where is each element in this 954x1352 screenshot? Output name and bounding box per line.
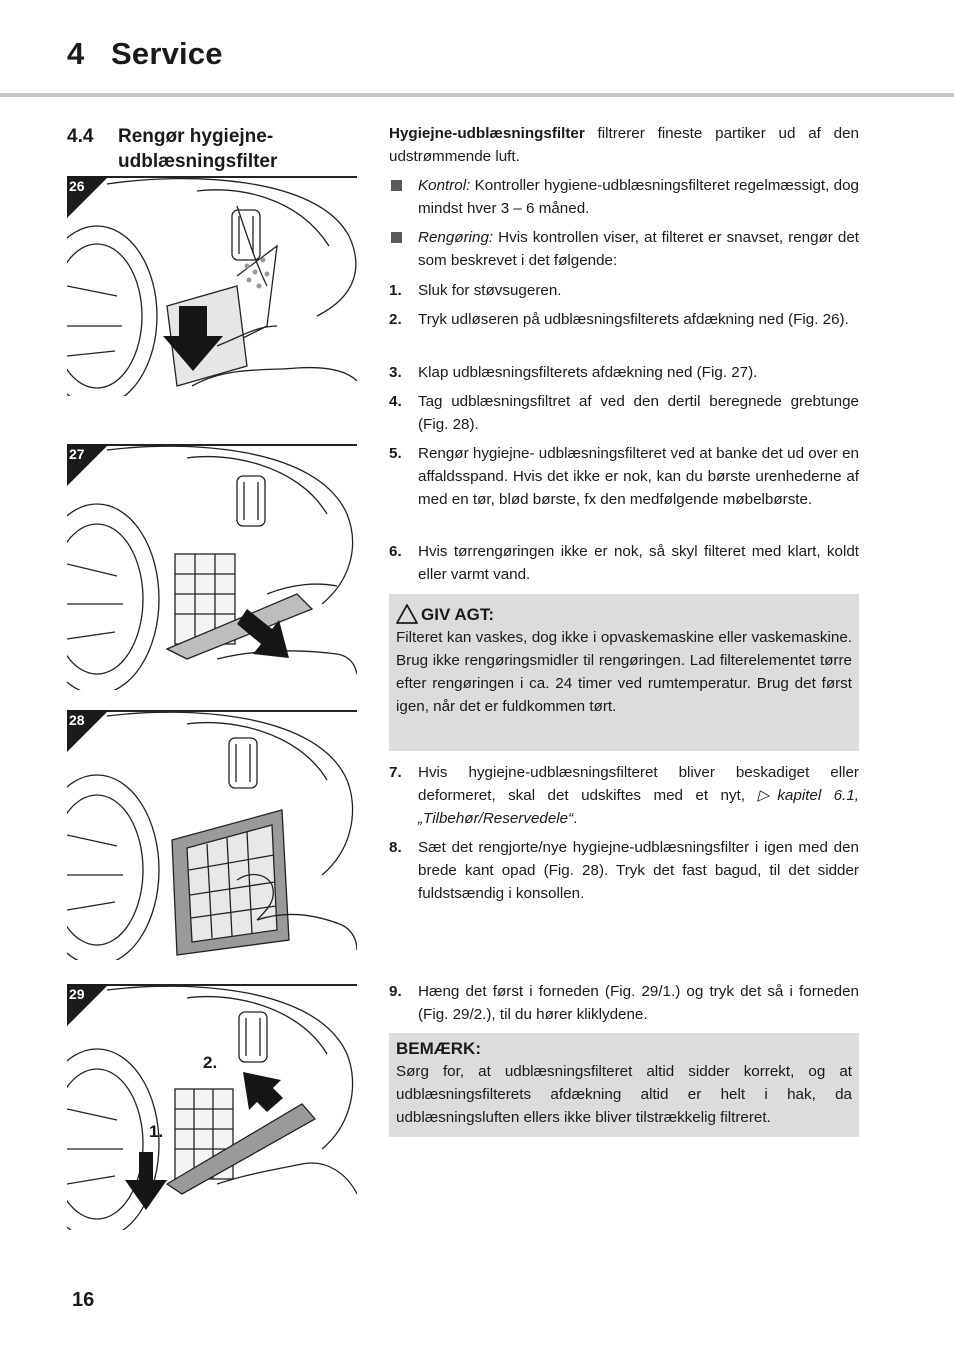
warning-heading-row xyxy=(396,604,852,626)
step-text: Hvis hygiejne-udblæsningsfilteret bliver beskadiget eller deformeret, skal det udskiftes med et nyt, xyxy=(418,764,859,804)
section-title: Rengør hygiejne-udblæsningsfilter xyxy=(118,126,278,172)
figure-27 xyxy=(67,444,357,690)
step-8 xyxy=(389,836,859,905)
figure-28 xyxy=(67,710,357,960)
figure-26-illustration xyxy=(67,176,357,396)
chapter-title xyxy=(67,36,223,72)
step-text-end: . xyxy=(573,810,578,827)
page-number: 16 xyxy=(72,1289,95,1311)
intro-paragraph xyxy=(389,122,859,168)
step-2 xyxy=(389,308,859,331)
step-number: 3. xyxy=(389,364,402,381)
warning-triangle-icon xyxy=(396,604,418,624)
step-number: 8. xyxy=(389,839,402,856)
section-number: 4.4 xyxy=(67,126,94,147)
note-text: Sørg for, at udblæsningsfilteret altid sidder korrekt, og at udblæsningsfilterets afdækning altid er helt i hak, da udblæsningsluften ellers ikke bliver tilstrækkelig filtreret. xyxy=(396,1063,852,1126)
step-1 xyxy=(389,279,859,302)
step-6 xyxy=(389,540,859,586)
step-7 xyxy=(389,761,859,830)
step-number: 5. xyxy=(389,445,402,462)
intro-bold: Hygiejne-udblæsningsfilter xyxy=(389,125,585,142)
bullet-text: Kontroller hygiene-udblæsningsfilteret regelmæssigt, dog mindst hver 3 – 6 måned. xyxy=(418,177,859,217)
step-text: Sluk for støvsugeren. xyxy=(418,282,562,299)
figure-number: 28 xyxy=(69,712,85,728)
figure-tag xyxy=(67,444,107,484)
step-number: 2. xyxy=(389,311,402,328)
step-text: Hvis tørrengøringen ikke er nok, så skyl filteret med klart, koldt eller varmt vand. xyxy=(418,543,859,583)
bullet-term: Kontrol: xyxy=(418,177,471,194)
step-number: 6. xyxy=(389,543,402,560)
chapter-reference: ▷kapitel 6.1, „Tilbehør/Reservedele“ xyxy=(418,787,859,827)
note-heading: BEMÆRK: xyxy=(396,1039,481,1058)
step-number: 4. xyxy=(389,393,402,410)
bullet-text: Hvis kontrollen viser, at filteret er snavset, rengør det som beskrevet i det følgende: xyxy=(418,229,859,269)
step-9 xyxy=(389,980,859,1026)
warning-text: Filteret kan vaskes, dog ikke i opvaskemaskine eller vaskemaskine. Brug ikke rengøringsmidler til rengøringen. Lad filterelementet tørre efter rengøringen i ca. 24 timer ved rumtemperatur. Brug det først igen, når det er fuldkommen tørt. xyxy=(396,629,852,715)
bullet-square xyxy=(391,180,402,191)
step-number: 9. xyxy=(389,983,402,1000)
step-text: Sæt det rengjorte/nye hygiejne-udblæsningsfilter i igen med den brede kant opad (Fig. 28). Tryk det fast bagud, til det sidder fuldstsændig i konsollen. xyxy=(418,839,859,902)
step-text: Tryk udløseren på udblæsningsfilterets afdækning ned (Fig. 26). xyxy=(418,311,849,328)
step-number: 7. xyxy=(389,764,402,781)
step-4 xyxy=(389,390,859,436)
figure-tag xyxy=(67,176,107,216)
callout-2: 2. xyxy=(203,1053,218,1072)
callout-1: 1. xyxy=(149,1122,164,1141)
figure-28-illustration xyxy=(67,710,357,960)
bullet-term: Rengøring: xyxy=(418,229,494,246)
figure-27-illustration xyxy=(67,444,357,690)
header-rule xyxy=(0,93,954,97)
step-text: Klap udblæsningsfilterets afdækning ned (Fig. 27). xyxy=(418,364,758,381)
warning-heading: GIV AGT: xyxy=(421,605,495,624)
figure-29-illustration xyxy=(67,984,357,1230)
step-3 xyxy=(389,361,859,384)
bullet-square xyxy=(391,232,402,243)
figure-number: 27 xyxy=(69,446,85,462)
step-text: Tag udblæsningsfiltret af ved den dertil beregnede grebtunge (Fig. 28). xyxy=(418,393,859,433)
figure-number: 26 xyxy=(69,178,85,194)
step-text: Hæng det først i forneden (Fig. 29/1.) og tryk det så i forneden (Fig. 29/2.), til du hører kliklydene. xyxy=(418,983,859,1023)
figure-tag xyxy=(67,710,107,750)
bullet-control xyxy=(389,174,859,220)
intro-rest: filtrerer fineste partiker ud af den udstrømmende luft. xyxy=(389,125,859,165)
figure-29 xyxy=(67,984,357,1230)
figure-26 xyxy=(67,176,357,396)
chapter-number: 4 xyxy=(67,36,85,71)
bullet-cleaning xyxy=(389,226,859,272)
step-number: 1. xyxy=(389,282,402,299)
chapter-name: Service xyxy=(111,36,223,71)
figure-number: 29 xyxy=(69,986,85,1002)
figure-tag xyxy=(67,984,107,1024)
step-5 xyxy=(389,442,859,511)
note-box xyxy=(389,1033,859,1137)
warning-box xyxy=(389,594,859,751)
step-text: Rengør hygiejne- udblæsningsfilteret ved at banke det ud over en affaldsspand. Hvis det ikke er nok, kan du børste urenhederne af med en tør, blød børste, fx den medfølgende møbelbørste. xyxy=(418,445,859,508)
